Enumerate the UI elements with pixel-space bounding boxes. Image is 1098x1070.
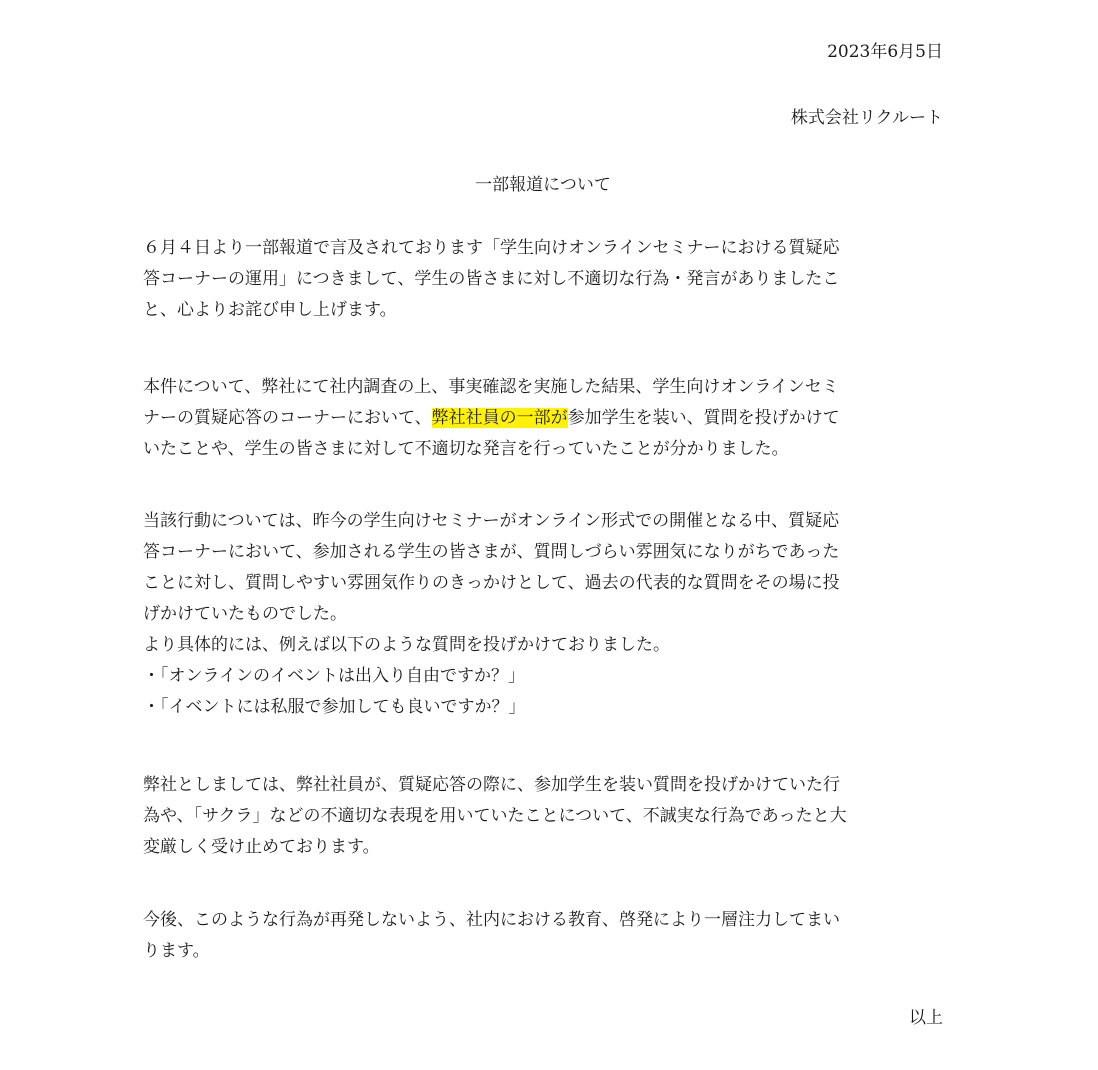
company-name: 株式会社リクルート <box>790 108 943 128</box>
paragraph-apology <box>143 233 943 326</box>
line-text: 参加学生を装い、質問を投げかけて <box>567 408 840 428</box>
paragraph-line: げかけていたものでした。 <box>143 604 347 624</box>
paragraph-line: 変厳しく受け止めております。 <box>143 837 380 857</box>
highlighted-text: 弊社社員の一部が <box>431 408 568 428</box>
paragraph-line: ６月４日より一部報道で言及されております「学生向けオンラインセミナーにおける質疑応 <box>143 238 840 258</box>
paragraph-investigation <box>143 372 943 465</box>
paragraph-line: と、心よりお詫び申し上げます。 <box>143 300 397 320</box>
example-question: ・「イベントには私服で参加しても良いですか？」 <box>143 697 526 717</box>
document-date: 2023年6月5日 <box>827 42 943 62</box>
paragraph-line: 答コーナーにおいて、参加される学生の皆さまが、質問しづらい雰囲気になりがちであった <box>143 542 840 562</box>
paragraph-company-stance <box>143 770 943 863</box>
paragraph-line: ります。 <box>143 941 210 961</box>
line-text: ナーの質疑応答のコーナーにおいて、 <box>143 408 432 428</box>
paragraph-background <box>143 506 943 723</box>
paragraph-line: 弊社としましては、弊社社員が、質疑応答の際に、参加学生を装い質問を投げかけていた行 <box>143 775 840 795</box>
closing-mark: 以上 <box>909 1008 943 1028</box>
document-title: 一部報道について <box>475 175 611 195</box>
document-page <box>143 0 943 1070</box>
paragraph-line: 当該行動については、昨今の学生向けセミナーがオンライン形式での開催となる中、質疑応 <box>143 511 840 531</box>
paragraph-future-measures <box>143 905 943 967</box>
paragraph-line-highlighted <box>143 403 943 434</box>
paragraph-line: より具体的には、例えば以下のような質問を投げかけておりました。 <box>143 635 670 655</box>
paragraph-line: 今後、このような行為が再発しないよう、社内における教育、啓発により一層注力してまい <box>143 910 840 930</box>
paragraph-line: 為や、「サクラ」などの不適切な表現を用いていたことについて、不誠実な行為であったと大 <box>143 806 847 826</box>
example-question: ・「オンラインのイベントは出入り自由ですか？」 <box>143 666 525 686</box>
paragraph-line: ことに対し、質問しやすい雰囲気作りのきっかけとして、過去の代表的な質問をその場に投 <box>143 573 840 593</box>
paragraph-line: 答コーナーの運用」につきまして、学生の皆さまに対し不適切な行為・発言がありましたこ <box>143 269 840 289</box>
paragraph-line: いたことや、学生の皆さまに対して不適切な発言を行っていたことが分かりました。 <box>143 439 789 459</box>
paragraph-line: 本件について、弊社にて社内調査の上、事実確認を実施した結果、学生向けオンラインセミ <box>143 377 839 397</box>
